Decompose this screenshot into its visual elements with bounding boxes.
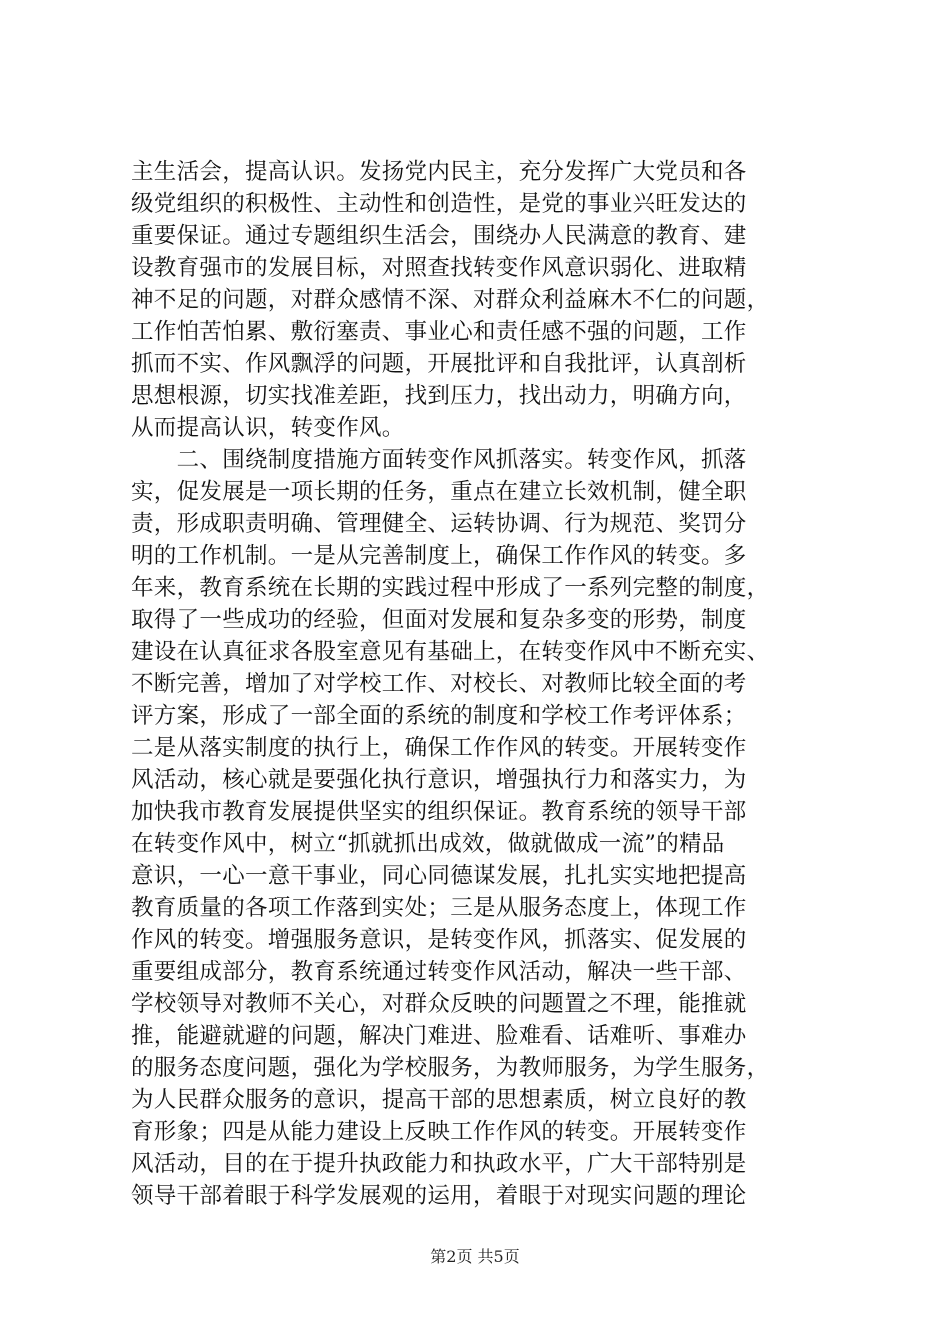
text-line: 神不足的问题，对群众感情不深、对群众利益麻木不仁的问题， <box>131 287 770 313</box>
text-line: 意识，一心一意干事业，同心同德谋发展，扎扎实实地把提高 <box>131 863 747 889</box>
text-line: 实，促发展是一项长期的任务，重点在建立长效机制，健全职 <box>131 479 747 505</box>
page-number-label: 第2页 共5页 <box>430 1247 520 1266</box>
text-line: 领导干部着眼于科学发展观的运用，着眼于对现实问题的理论 <box>131 1183 747 1209</box>
text-line: 推，能避就避的问题，解决门难进、脸难看、话难听、事难办 <box>131 1023 747 1049</box>
text-line: 为人民群众服务的意识，提高干部的思想素质，树立良好的教 <box>131 1087 747 1113</box>
text-line: 主生活会，提高认识。发扬党内民主，充分发挥广大党员和各 <box>131 159 747 185</box>
text-line: 重要组成部分，教育系统通过转变作风活动，解决一些干部、 <box>131 959 747 985</box>
text-line: 风活动，核心就是要强化执行意识，增强执行力和落实力，为 <box>131 767 747 793</box>
text-line: 建设在认真征求各股室意见有基础上，在转变作风中不断充实、 <box>131 639 770 665</box>
text-line: 重要保证。通过专题组织生活会，围绕办人民满意的教育、建 <box>131 223 747 249</box>
text-line: 育形象；四是从能力建设上反映工作作风的转变。开展转变作 <box>131 1119 747 1145</box>
text-line: 二是从落实制度的执行上，确保工作作风的转变。开展转变作 <box>131 735 747 761</box>
text-line: 评方案，形成了一部全面的系统的制度和学校工作考评体系； <box>131 703 747 729</box>
text-line: 作风的转变。增强服务意识，是转变作风，抓落实、促发展的 <box>131 927 747 953</box>
page-footer <box>0 1244 950 1267</box>
text-line: 年来，教育系统在长期的实践过程中形成了一系列完整的制度， <box>131 575 770 601</box>
text-line: 责，形成职责明确、管理健全、运转协调、行为规范、奖罚分 <box>131 511 747 537</box>
text-line: 思想根源，切实找准差距，找到压力，找出动力，明确方向， <box>131 383 747 409</box>
text-line: 加快我市教育发展提供坚实的组织保证。教育系统的领导干部 <box>131 799 747 825</box>
text-line: 工作怕苦怕累、敷衍塞责、事业心和责任感不强的问题，工作 <box>131 319 747 345</box>
text-line: 的服务态度问题，强化为学校服务，为教师服务，为学生服务， <box>131 1055 770 1081</box>
text-line: 取得了一些成功的经验，但面对发展和复杂多变的形势，制度 <box>131 607 747 633</box>
text-line: 级党组织的积极性、主动性和创造性，是党的事业兴旺发达的 <box>131 191 747 217</box>
text-line: 从而提高认识，转变作风。 <box>131 415 405 441</box>
text-line: 在转变作风中，树立“抓就抓出成效，做就做成一流”的精品 <box>131 831 725 857</box>
text-line: 二、围绕制度措施方面转变作风抓落实。转变作风，抓落 <box>131 447 747 473</box>
text-line: 风活动，目的在于提升执政能力和执政水平，广大干部特别是 <box>131 1151 747 1177</box>
text-line: 教育质量的各项工作落到实处；三是从服务态度上，体现工作 <box>131 895 747 921</box>
text-line: 抓而不实、作风飘浮的问题，开展批评和自我批评，认真剖析 <box>131 351 747 377</box>
body-text <box>131 156 843 1212</box>
text-line: 不断完善，增加了对学校工作、对校长、对教师比较全面的考 <box>131 671 747 697</box>
text-line: 明的工作机制。一是从完善制度上，确保工作作风的转变。多 <box>131 543 747 569</box>
text-line: 设教育强市的发展目标，对照查找转变作风意识弱化、进取精 <box>131 255 747 281</box>
text-line: 学校领导对教师不关心，对群众反映的问题置之不理，能推就 <box>131 991 747 1017</box>
